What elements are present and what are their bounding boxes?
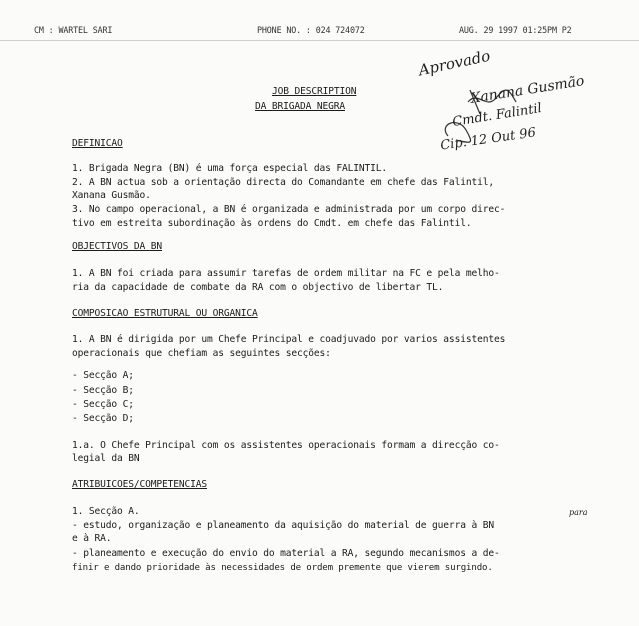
composicao-seccao-item: - Secção D; xyxy=(72,413,134,424)
handwritten-insertion: para xyxy=(569,508,588,517)
handwritten-line-4: Cip. 12 Out 96 xyxy=(439,125,537,154)
composicao-line: 1. A BN é dirigida por um Chefe Principal e coadjuvado por varios assistentes xyxy=(72,334,506,345)
handwritten-line-2: Xanana Gusmão xyxy=(469,73,586,107)
section-heading-composicao: COMPOSICAO ESTRUTURAL OU ORGANICA xyxy=(72,308,258,319)
composicao-line: operacionais que chefiam as seguintes secções: xyxy=(72,348,331,359)
fax-date: AUG. 29 1997 01:25PM P2 xyxy=(459,25,572,35)
section-heading-atribuicoes: ATRIBUICOES/COMPETENCIAS xyxy=(72,479,208,490)
definicao-line: 1. Brigada Negra (BN) é uma força especial das FALINTIL. xyxy=(72,163,388,174)
atribuicoes-line: - estudo, organização e planeamento da aquisição do material de guerra à BN xyxy=(72,520,494,531)
objectivos-line: ria da capacidade de combate da RA com o objectivo de libertar TL. xyxy=(72,282,444,293)
composicao-seccao-item: - Secção C; xyxy=(72,399,134,410)
atribuicoes-line: - planeamento e execução do envio do material a RA, segundo mecanismos a de- xyxy=(72,548,500,559)
document-subtitle: DA BRIGADA NEGRA xyxy=(255,101,346,112)
composicao-line: 1.a. O Chefe Principal com os assistentes operacionais formam a direcção co- xyxy=(72,440,500,451)
composicao-seccao-item: - Secção A; xyxy=(72,370,134,381)
composicao-seccao-item: - Secção B; xyxy=(72,385,134,396)
atribuicoes-line: finir e dando prioridade às necessidades de ordem premente que vierem surgindo. xyxy=(72,563,493,573)
section-heading-definicao: DEFINICAO xyxy=(72,138,123,149)
composicao-line: legial da BN xyxy=(72,453,140,464)
definicao-line: Xanana Gusmão. xyxy=(72,190,151,201)
handwritten-line-1: Aprovado xyxy=(416,46,492,80)
atribuicoes-line: e à RA. xyxy=(72,533,112,544)
definicao-line: 3. No campo operacional, a BN é organizada e administrada por um corpo direc- xyxy=(72,204,506,215)
definicao-line: tivo em estreita subordinação às ordens do Cmdt. em chefe das Falintil. xyxy=(72,218,472,229)
objectivos-line: 1. A BN foi criada para assumir tarefas de ordem militar na FC e pela melho- xyxy=(72,268,500,279)
atribuicoes-line: 1. Secção A. xyxy=(72,506,140,517)
fax-phone: PHONE NO. : 024 724072 xyxy=(257,25,365,35)
section-heading-objectivos: OBJECTIVOS DA BN xyxy=(72,241,163,252)
document-title: JOB DESCRIPTION xyxy=(272,86,357,97)
definicao-line: 2. A BN actua sob a orientação directa do Comandante em chefe das Falintil, xyxy=(72,177,494,188)
fax-sender: CM : WARTEL SARI xyxy=(34,25,113,35)
handwritten-line-3: Cmdt. Falintil xyxy=(451,101,543,130)
